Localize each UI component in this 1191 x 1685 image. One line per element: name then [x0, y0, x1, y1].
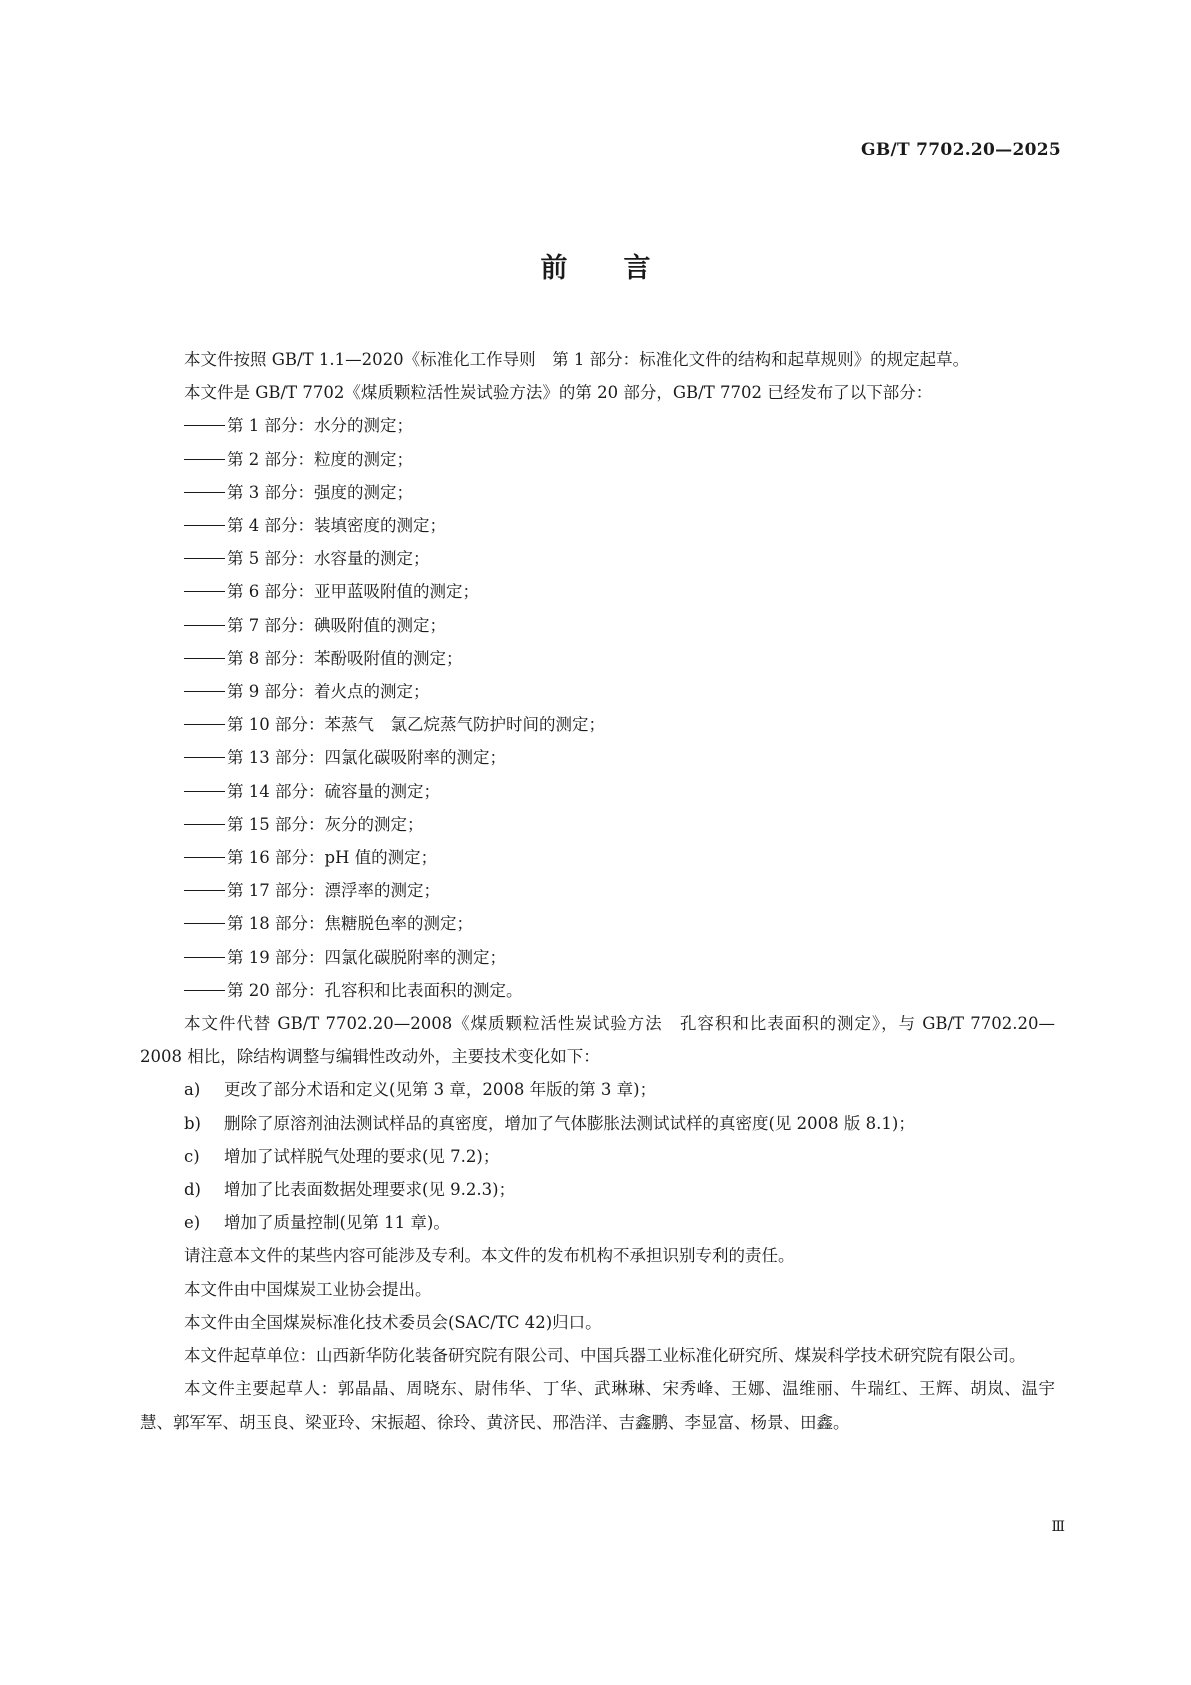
dash-icon: [184, 691, 225, 692]
parts-list: [140, 409, 1055, 1007]
dash-icon: [184, 791, 225, 792]
list-item: 第 18 部分：焦糖脱色率的测定；: [140, 907, 1055, 940]
dash-icon: [184, 459, 225, 460]
dash-icon: [184, 591, 225, 592]
list-item: b) 删除了原溶剂油法测试样品的真密度，增加了气体膨胀法测试试样的真密度(见 2008 版 8.1)；: [140, 1107, 1055, 1140]
dash-icon: [184, 625, 225, 626]
page-title: 前言: [540, 253, 707, 284]
changes-list: [140, 1073, 1055, 1239]
paragraph-series-intro: 本文件是 GB/T 7702《煤质颗粒活性炭试验方法》的第 20 部分，GB/T 7702 已经发布了以下部分：: [184, 383, 933, 403]
dash-icon: [184, 957, 225, 958]
document-body: [140, 343, 1055, 1439]
list-marker: a): [184, 1080, 201, 1100]
dash-icon: [184, 558, 225, 559]
list-item: 第 13 部分：四氯化碳吸附率的测定；: [140, 741, 1055, 774]
dash-icon: [184, 492, 225, 493]
list-item: 第 9 部分：着火点的测定；: [140, 675, 1055, 708]
dash-icon: [184, 857, 225, 858]
page-number: Ⅲ: [1051, 1519, 1065, 1535]
list-item: 第 20 部分：孔容积和比表面积的测定。: [140, 974, 1055, 1007]
dash-icon: [184, 525, 225, 526]
list-item: 第 19 部分：四氯化碳脱附率的测定；: [140, 941, 1055, 974]
paragraph-committee: 本文件由全国煤炭标准化技术委员会(SAC/TC 42)归口。: [184, 1312, 602, 1332]
list-item: 第 4 部分：装填密度的测定；: [140, 509, 1055, 542]
list-marker: d): [184, 1180, 201, 1200]
list-item: 第 7 部分：碘吸附值的测定；: [140, 609, 1055, 642]
paragraph-drafting-units: 本文件起草单位：山西新华防化装备研究院有限公司、中国兵器工业标准化研究所、煤炭科学技术研究院有限公司。: [184, 1346, 1026, 1366]
list-item: e) 增加了质量控制(见第 11 章)。: [140, 1206, 1055, 1239]
paragraph-replacement: 本文件代替 GB/T 7702.20—2008《煤质颗粒活性炭试验方法 孔容积和比表面积的测定》，与 GB/T 7702.20—2008 相比，除结构调整与编辑性改动外，主要技术变化如下：: [140, 1014, 1055, 1067]
list-marker: e): [184, 1213, 201, 1233]
list-item: d) 增加了比表面数据处理要求(见 9.2.3)；: [140, 1173, 1055, 1206]
list-item: c) 增加了试样脱气处理的要求(见 7.2)；: [140, 1140, 1055, 1173]
dash-icon: [184, 990, 225, 991]
dash-icon: [184, 425, 225, 426]
dash-icon: [184, 923, 225, 924]
paragraph-drafting-rules: 本文件按照 GB/T 1.1—2020《标准化工作导则 第 1 部分：标准化文件的结构和起草规则》的规定起草。: [184, 350, 970, 369]
dash-icon: [184, 890, 225, 891]
list-item: 第 3 部分：强度的测定；: [140, 476, 1055, 509]
dash-icon: [184, 724, 225, 725]
dash-icon: [184, 824, 225, 825]
list-marker: c): [184, 1146, 200, 1166]
list-item: 第 6 部分：亚甲蓝吸附值的测定；: [140, 575, 1055, 608]
paragraph-proposer: 本文件由中国煤炭工业协会提出。: [184, 1279, 432, 1299]
list-item: 第 10 部分：苯蒸气 氯乙烷蒸气防护时间的测定；: [140, 708, 1055, 741]
list-item: 第 15 部分：灰分的测定；: [140, 808, 1055, 841]
list-item: a) 更改了部分术语和定义(见第 3 章，2008 年版的第 3 章)；: [140, 1073, 1055, 1106]
dash-icon: [184, 757, 225, 758]
dash-icon: [184, 658, 225, 659]
list-item: 第 17 部分：漂浮率的测定；: [140, 874, 1055, 907]
paragraph-drafters: 本文件主要起草人：郭晶晶、周晓东、尉伟华、丁华、武琳琳、宋秀峰、王娜、温维丽、牛瑞红、王辉、胡岚、温宇慧、郭军军、胡玉良、梁亚玲、宋振超、徐玲、黄济民、邢浩洋、吉鑫鹏、李显富、杨景、田鑫。: [140, 1379, 1055, 1432]
paragraph-patent-notice: 请注意本文件的某些内容可能涉及专利。本文件的发布机构不承担识别专利的责任。: [184, 1246, 795, 1266]
list-item: 第 14 部分：硫容量的测定；: [140, 775, 1055, 808]
list-marker: b): [184, 1113, 201, 1133]
list-item: 第 2 部分：粒度的测定；: [140, 443, 1055, 476]
list-item: 第 5 部分：水容量的测定；: [140, 542, 1055, 575]
list-item: 第 8 部分：苯酚吸附值的测定；: [140, 642, 1055, 675]
standard-code: GB/T 7702.20—2025: [861, 140, 1061, 160]
list-item: 第 16 部分：pH 值的测定；: [140, 841, 1055, 874]
list-item: 第 1 部分：水分的测定；: [140, 409, 1055, 442]
